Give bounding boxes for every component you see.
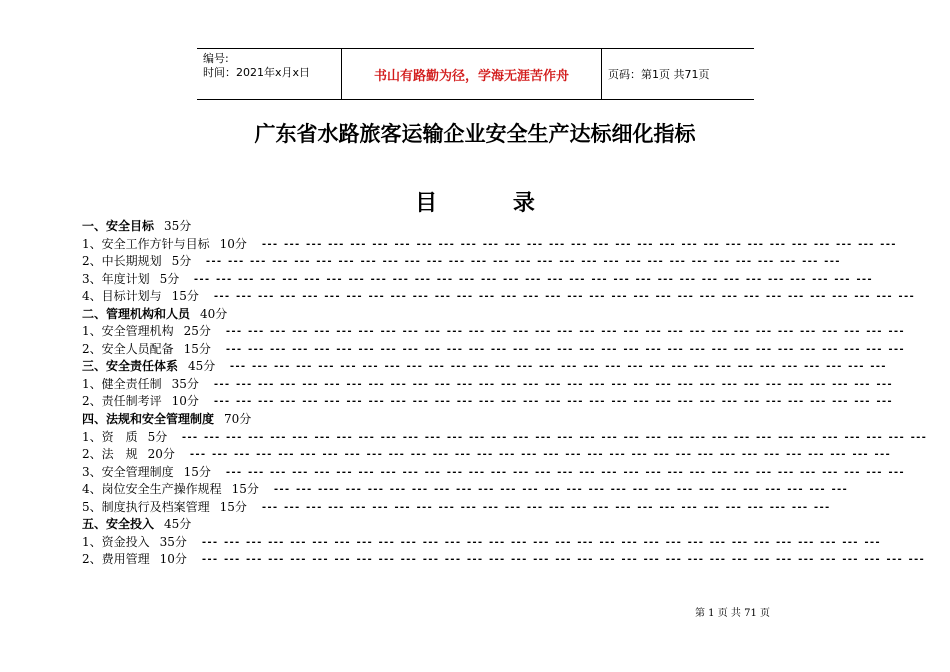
document-title: 广东省水路旅客运输企业安全生产达标细化指标 xyxy=(254,122,696,146)
toc-item xyxy=(82,376,893,394)
toc-entry-score: 70分 xyxy=(224,412,252,427)
toc-item xyxy=(82,271,873,289)
toc-item xyxy=(82,534,881,552)
toc-entry-label xyxy=(82,253,191,271)
toc-leader-dashes: --- --- --- --- --- --- --- --- --- --- --- --- --- --- --- --- --- --- --- --- --- --- --- --- --- --- xyxy=(261,501,830,513)
toc-entry-label xyxy=(82,271,179,289)
toc-leader-dashes: --- --- --- --- --- --- --- --- --- --- --- --- --- --- --- --- --- --- --- --- --- --- --- --- --- --- --- --- --- --- --- xyxy=(225,466,905,478)
toc-entry-title: 3、年度计划 xyxy=(82,271,150,286)
toc-entry-score: 5分 xyxy=(147,429,168,444)
toc-entry-label xyxy=(82,516,191,534)
toc-leader-dashes: --- --- --- --- --- --- --- --- --- --- --- --- --- --- --- --- --- --- --- --- --- --- --- --- --- --- --- --- --- --- xyxy=(229,361,886,373)
toc-section xyxy=(82,411,827,429)
time-label: 时间：2021年x月x日 xyxy=(203,66,311,79)
toc-entry-title: 1、资金投入 xyxy=(82,534,150,549)
toc-entry-title: 2、安全人员配备 xyxy=(82,341,174,356)
header-meta xyxy=(197,49,342,99)
toc-entry-score: 35分 xyxy=(164,219,192,233)
toc-entry-score: 15分 xyxy=(171,289,199,304)
toc-entry-score: 5分 xyxy=(171,254,192,269)
toc-entry-label xyxy=(82,306,227,324)
toc-leader-dashes: --- --- --- --- --- --- --- --- --- --- --- --- --- --- --- --- --- --- --- --- --- --- --- --- --- --- --- --- --- --- --- xyxy=(201,536,881,548)
toc-leader-dashes: --- --- --- --- --- --- --- --- --- --- --- --- --- --- --- --- --- --- --- --- --- --- --- --- --- --- --- --- --- --- --- xyxy=(213,396,893,408)
toc-entry-score: 40分 xyxy=(200,306,228,321)
toc-entry-score: 10分 xyxy=(159,552,187,567)
toc-entry-label xyxy=(82,341,211,359)
toc-entry-score: 15分 xyxy=(231,482,259,497)
toc-heading: 目 录 xyxy=(415,191,569,216)
toc-entry-label xyxy=(82,551,187,569)
toc-entry-title: 2、费用管理 xyxy=(82,552,150,567)
toc-item xyxy=(82,341,905,359)
toc-entry-score: 10分 xyxy=(219,236,247,251)
toc-entry-title: 1、安全管理机构 xyxy=(82,324,174,339)
toc-entry-score: 35分 xyxy=(159,534,187,549)
motto-text: 书山有路勤为径，学海无涯苦作舟 xyxy=(373,69,569,84)
toc-entry-label xyxy=(82,446,175,464)
document-header xyxy=(197,48,754,100)
toc-item xyxy=(82,236,896,254)
toc-entry-score: 5分 xyxy=(159,271,180,286)
toc-leader-dashes: --- --- --- --- --- --- --- --- --- --- --- --- --- --- --- --- --- --- --- --- --- --- --- --- --- --- --- --- --- --- --- xyxy=(193,273,873,285)
toc-entry-title: 2、法 规 xyxy=(82,447,138,462)
toc-item xyxy=(82,393,893,411)
toc-leader-dashes: --- --- --- --- --- --- --- --- --- --- --- --- --- --- --- --- --- --- --- --- --- --- --- --- --- --- --- --- --- xyxy=(261,238,896,250)
toc-leader-dashes: --- --- ---- --- --- --- --- --- --- --- --- --- --- --- --- --- --- --- --- --- --- --- --- --- --- --- xyxy=(273,484,848,496)
toc-section xyxy=(82,306,827,324)
toc-entry-score: 15分 xyxy=(183,464,211,479)
toc-entry-title: 四、法规和安全管理制度 xyxy=(82,412,215,427)
toc-item xyxy=(82,288,915,306)
toc-section xyxy=(82,218,827,236)
toc-leader-dashes: --- --- --- --- --- --- --- --- --- --- --- --- --- --- --- --- --- --- --- --- --- --- --- --- --- --- --- --- --- --- --- --- xyxy=(189,449,891,461)
toc-entry-score: 25分 xyxy=(183,324,211,339)
toc-entry-label xyxy=(82,411,251,429)
toc-entry-score: 20分 xyxy=(147,447,175,462)
toc-entry-score: 15分 xyxy=(183,341,211,356)
toc-item xyxy=(82,464,905,482)
toc-entry-title: 4、岗位安全生产操作规程 xyxy=(82,482,222,497)
page-code: 页码：第1页 共71页 xyxy=(608,68,710,81)
toc-entry-label xyxy=(82,236,247,254)
toc-section xyxy=(82,516,827,534)
toc-entry-title: 1、资 质 xyxy=(82,429,138,444)
toc-entry-score: 10分 xyxy=(171,394,199,409)
toc-section xyxy=(82,358,886,376)
toc-item xyxy=(82,323,905,341)
toc-leader-dashes: --- --- --- --- --- --- --- --- --- --- --- --- --- --- --- --- --- --- --- --- --- --- --- --- --- --- --- --- --- --- --- --- xyxy=(213,291,915,303)
toc-entry-score: 45分 xyxy=(188,359,216,374)
toc-entry-label xyxy=(82,481,259,499)
toc-entry-title: 2、中长期规划 xyxy=(82,254,162,269)
toc-leader-dashes: --- --- --- --- --- --- --- --- --- --- --- --- --- --- --- --- --- --- --- --- --- --- --- --- --- --- --- --- --- --- --- xyxy=(213,378,893,390)
toc-entry-title: 3、安全管理制度 xyxy=(82,464,174,479)
toc-item xyxy=(82,481,848,499)
toc-entry-score: 35分 xyxy=(171,376,199,391)
toc-entry-title: 1、安全工作方针与目标 xyxy=(82,236,210,251)
toc-leader-dashes: --- --- --- --- --- --- --- --- --- --- --- --- --- --- --- --- --- --- --- --- --- --- --- --- --- --- --- --- --- --- --- xyxy=(225,343,905,355)
toc-leader-dashes: --- --- --- --- --- --- --- --- --- --- --- --- --- --- --- --- --- --- --- --- --- --- --- --- --- --- --- --- --- --- --- --- --- --- xyxy=(181,431,927,443)
toc-entry-label xyxy=(82,358,215,376)
toc-entry-label xyxy=(82,464,211,482)
toc-entry-score: 15分 xyxy=(219,499,247,514)
toc-entry-label xyxy=(82,534,187,552)
page-footer: 第 1 页 共 71 页 xyxy=(695,608,770,619)
toc-item xyxy=(82,446,891,464)
header-motto-cell xyxy=(342,49,602,99)
toc-entry-label xyxy=(82,288,199,306)
toc-leader-dashes: --- --- --- --- --- --- --- --- --- --- --- --- --- --- --- --- --- --- --- --- --- --- --- --- --- --- --- --- --- --- --- --- --- xyxy=(201,554,925,566)
toc-entry-title: 1、健全责任制 xyxy=(82,376,162,391)
toc-entry-score: 45分 xyxy=(164,517,192,532)
toc-leader-dashes: --- --- --- --- --- --- --- --- --- --- --- --- --- --- --- --- --- --- --- --- --- --- --- --- --- --- --- --- --- --- --- xyxy=(225,326,905,338)
toc-item xyxy=(82,253,840,271)
toc-entry-title: 2、责任制考评 xyxy=(82,394,162,409)
toc-entry-label xyxy=(82,393,199,411)
toc-entry-title: 4、目标计划与 xyxy=(82,289,162,304)
toc-item xyxy=(82,429,927,447)
toc-item xyxy=(82,551,925,569)
toc-leader-dashes: --- --- --- --- --- --- --- --- --- --- --- --- --- --- --- --- --- --- --- --- --- --- --- --- --- --- --- --- --- xyxy=(205,256,840,268)
table-of-contents xyxy=(82,218,927,569)
toc-entry-title: 5、制度执行及档案管理 xyxy=(82,499,210,514)
toc-entry-title: 二、管理机构和人员 xyxy=(82,306,191,321)
header-page-cell xyxy=(602,49,754,99)
toc-entry-title: 一、安全目标 xyxy=(82,219,155,233)
toc-entry-label xyxy=(82,499,247,517)
toc-entry-label xyxy=(82,323,211,341)
toc-item xyxy=(82,499,830,517)
toc-entry-label xyxy=(82,429,167,447)
toc-entry-label xyxy=(82,218,191,236)
toc-entry-label xyxy=(82,376,199,394)
toc-entry-title: 三、安全责任体系 xyxy=(82,359,179,374)
number-label: 编号: xyxy=(203,52,229,65)
toc-entry-title: 五、安全投入 xyxy=(82,517,155,532)
